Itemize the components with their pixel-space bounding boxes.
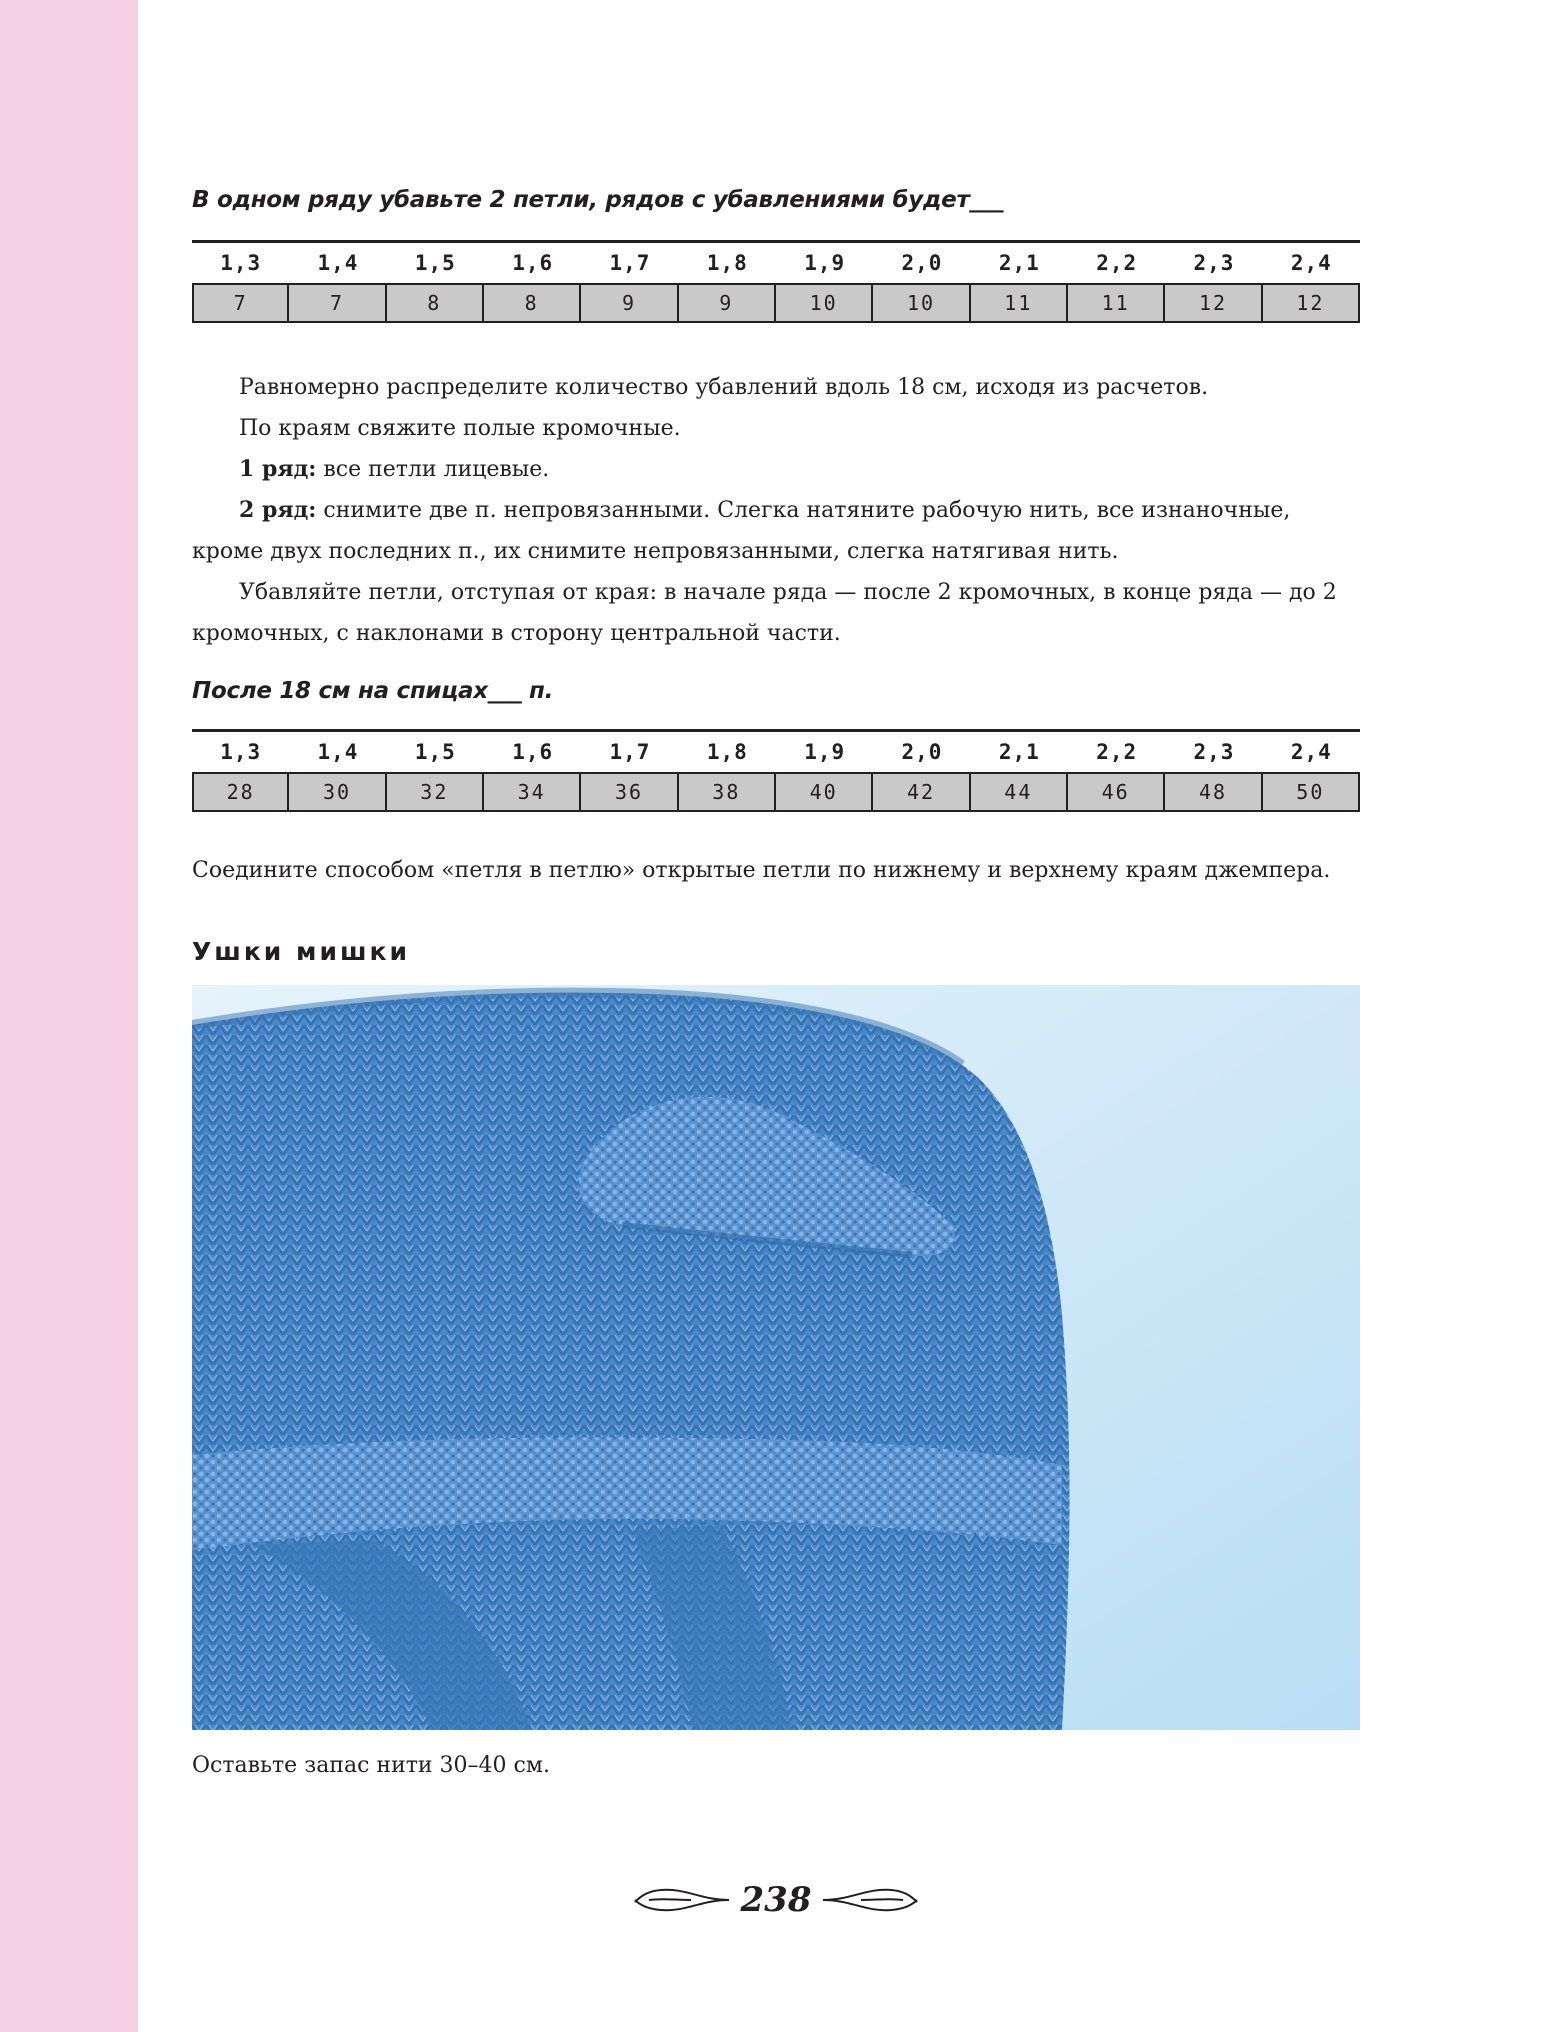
header-cell: 1,7: [609, 740, 651, 764]
photo-illustration: [192, 985, 1360, 1730]
header-cell: 1,7: [609, 251, 651, 275]
value-cell: 50: [1263, 774, 1360, 810]
row-label: 1 ряд:: [239, 456, 317, 482]
side-color-strip: [0, 0, 138, 2032]
instruction-row-2: [192, 490, 1360, 572]
value-cell: 34: [484, 774, 581, 810]
table1-caption: В одном ряду убавьте 2 петли, рядов с убавлениями будет___: [192, 187, 1004, 213]
photo-caption: Оставьте запас нити 30–40 см.: [192, 1753, 550, 1778]
value-cell: 9: [679, 285, 776, 321]
section-title: Ушки мишки: [192, 937, 411, 966]
value-cell: 8: [484, 285, 581, 321]
value-cell: 10: [873, 285, 970, 321]
header-cell: 1,9: [804, 251, 846, 275]
knitted-jumper-photo: [192, 985, 1360, 1730]
header-cell: 1,6: [512, 740, 554, 764]
instructions: [192, 367, 1360, 654]
value-cell: 9: [581, 285, 678, 321]
table2-caption: После 18 см на спицах___ п.: [192, 678, 554, 704]
value-cell: 28: [192, 774, 289, 810]
row-label: 2 ряд:: [239, 497, 317, 523]
join-instruction: Соедините способом «петля в петлю» открытые петли по нижнему и верхнему краям джемпера.: [192, 858, 1331, 883]
header-cell: 1,5: [414, 740, 456, 764]
value-cell: 7: [289, 285, 386, 321]
row-text: все петли лицевые.: [316, 457, 550, 482]
header-cell: 2,1: [998, 251, 1040, 275]
header-cell: 2,3: [1193, 251, 1235, 275]
header-cell: 2,0: [901, 251, 943, 275]
table1-value-row: [192, 283, 1360, 323]
table2-value-row: [192, 772, 1360, 812]
table2-header-row: [192, 732, 1360, 772]
instruction-paragraph: Равномерно распределите количество убавлений вдоль 18 см, исходя из расчетов.: [239, 375, 1209, 400]
table1: [192, 240, 1360, 323]
header-cell: 2,4: [1290, 251, 1332, 275]
value-cell: 12: [1263, 285, 1360, 321]
instruction-paragraph: По краям свяжите полые кромочные.: [239, 416, 681, 441]
value-cell: 8: [387, 285, 484, 321]
header-cell: 1,5: [414, 251, 456, 275]
instruction-paragraph: Убавляйте петли, отступая от края: в начале ряда — после 2 кромочных, в конце ряда — до 2 кромочных, с наклонами в сторону центральной части.: [192, 580, 1337, 646]
value-cell: 38: [679, 774, 776, 810]
header-cell: 2,0: [901, 740, 943, 764]
right-flourish-icon: [821, 1880, 921, 1920]
header-cell: 1,3: [220, 251, 262, 275]
header-cell: 1,3: [220, 740, 262, 764]
header-cell: 2,4: [1290, 740, 1332, 764]
header-cell: 1,9: [804, 740, 846, 764]
value-cell: 12: [1165, 285, 1262, 321]
value-cell: 11: [971, 285, 1068, 321]
value-cell: 46: [1068, 774, 1165, 810]
page-folio: [192, 1870, 1360, 1930]
table2: [192, 729, 1360, 812]
value-cell: 40: [776, 774, 873, 810]
value-cell: 36: [581, 774, 678, 810]
value-cell: 48: [1165, 774, 1262, 810]
header-cell: 1,4: [317, 251, 359, 275]
header-cell: 1,8: [706, 740, 748, 764]
header-cell: 1,6: [512, 251, 554, 275]
value-cell: 11: [1068, 285, 1165, 321]
value-cell: 7: [192, 285, 289, 321]
row-text: снимите две п. непровязанными. Слегка натяните рабочую нить, все изнаночные, кроме двух последних п., их снимите непровязанными, слегка натягивая нить.: [192, 498, 1291, 564]
header-cell: 2,2: [1096, 740, 1138, 764]
value-cell: 32: [387, 774, 484, 810]
table1-header-row: [192, 243, 1360, 283]
header-cell: 1,4: [317, 740, 359, 764]
page-number: 238: [740, 1880, 812, 1920]
value-cell: 10: [776, 285, 873, 321]
instruction-row-1: [192, 449, 1360, 490]
header-cell: 2,3: [1193, 740, 1235, 764]
header-cell: 1,8: [706, 251, 748, 275]
value-cell: 30: [289, 774, 386, 810]
value-cell: 44: [971, 774, 1068, 810]
header-cell: 2,1: [998, 740, 1040, 764]
left-flourish-icon: [631, 1880, 731, 1920]
header-cell: 2,2: [1096, 251, 1138, 275]
value-cell: 42: [873, 774, 970, 810]
